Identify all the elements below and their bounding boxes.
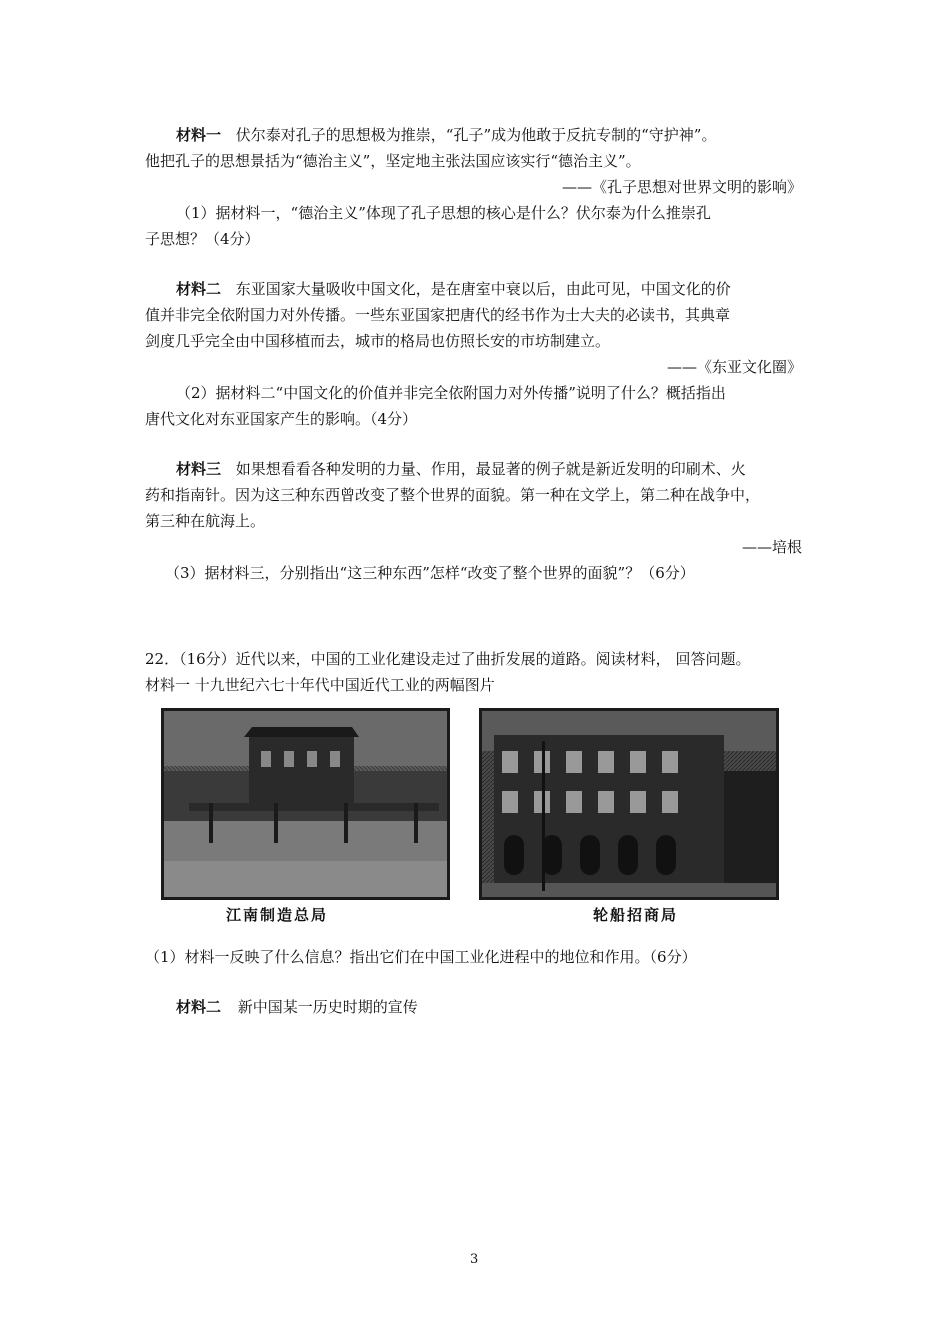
question-22-title: 22．（16分）近代以来，中国的工业化建设走过了曲折发展的道路。阅读材料， 回答问题。: [145, 650, 751, 668]
material-2-text-1: 东亚国家大量吸收中国文化，是在唐室中衰以后，由此可见，中国文化的价: [235, 280, 731, 298]
page-number: 3: [470, 1252, 479, 1267]
material-3-text-1: 如果想看看各种发明的力量、作用，最显著的例子就是新近发明的印刷术、火: [235, 460, 746, 478]
question-2-line-2: 唐代文化对东亚国家产生的影响。（4分）: [145, 410, 418, 428]
material-1-source: ——《孔子思想对世界文明的影响》: [561, 178, 802, 196]
jiangnan-arsenal-image: [164, 711, 447, 897]
question-22-material-2-line: [176, 996, 418, 1018]
material-1-line-2: 他把孔子的思想景括为“德治主义”，坚定地主张法国应该实行“德治主义”。: [145, 152, 641, 170]
question-22-material-2-text: 新中国某一历史时期的宣传: [237, 998, 418, 1016]
material-2-line-3: 剑度几乎完全由中国移植而去，城市的格局也仿照长安的市坊制建立。: [145, 332, 611, 350]
jiangnan-arsenal-photo: [161, 708, 450, 900]
material-2-line-2: 值并非完全依附国力对外传播。一些东亚国家把唐代的经书作为士大夫的必读书，其典章: [145, 306, 731, 324]
material-1-text-1: 伏尔泰对孔子的思想极为推崇，“孔子”成为他敢于反抗专制的“守护神”。: [235, 126, 717, 144]
jiangnan-arsenal-caption: 江南制造总局: [226, 906, 329, 924]
material-3-line-1: [176, 458, 746, 480]
question-22-1: （1）材料一反映了什么信息？指出它们在中国工业化进程中的地位和作用。（6分）: [145, 948, 697, 966]
material-3-line-2: 药和指南针。因为这三种东西曾改变了整个世界的面貌。第一种在文学上，第二种在战争中，: [145, 486, 761, 504]
material-1-line-1: [176, 124, 716, 146]
material-2-source: ——《东亚文化圈》: [666, 358, 802, 376]
question-22-material-2-label: 材料二: [176, 998, 222, 1016]
question-2-line-1: （2）据材料二“中国文化的价值并非完全依附国力对外传播”说明了什么？概括指出: [176, 384, 726, 402]
question-1-line-1: （1）据材料一，“德治主义”体现了孔子思想的核心是什么？伏尔泰为什么推崇孔: [176, 204, 711, 222]
question-22-material-1-caption: 材料一 十九世纪六七十年代中国近代工业的两幅图片: [145, 676, 495, 694]
question-1-line-2: 子思想？（4分）: [145, 230, 260, 248]
material-3-line-3: 第三种在航海上。: [145, 512, 266, 530]
china-merchants-image: [482, 711, 776, 897]
china-merchants-photo: [479, 708, 779, 900]
material-2-line-1: [176, 278, 731, 300]
material-3-label: 材料三: [176, 460, 222, 478]
china-merchants-caption: 轮船招商局: [593, 906, 679, 924]
material-1-label: 材料一: [176, 126, 222, 144]
material-2-label: 材料二: [176, 280, 222, 298]
question-3: （3）据材料三，分别指出“这三种东西”怎样“改变了整个世界的面貌”？（6分）: [165, 564, 695, 582]
material-3-source: ——培根: [741, 538, 802, 556]
